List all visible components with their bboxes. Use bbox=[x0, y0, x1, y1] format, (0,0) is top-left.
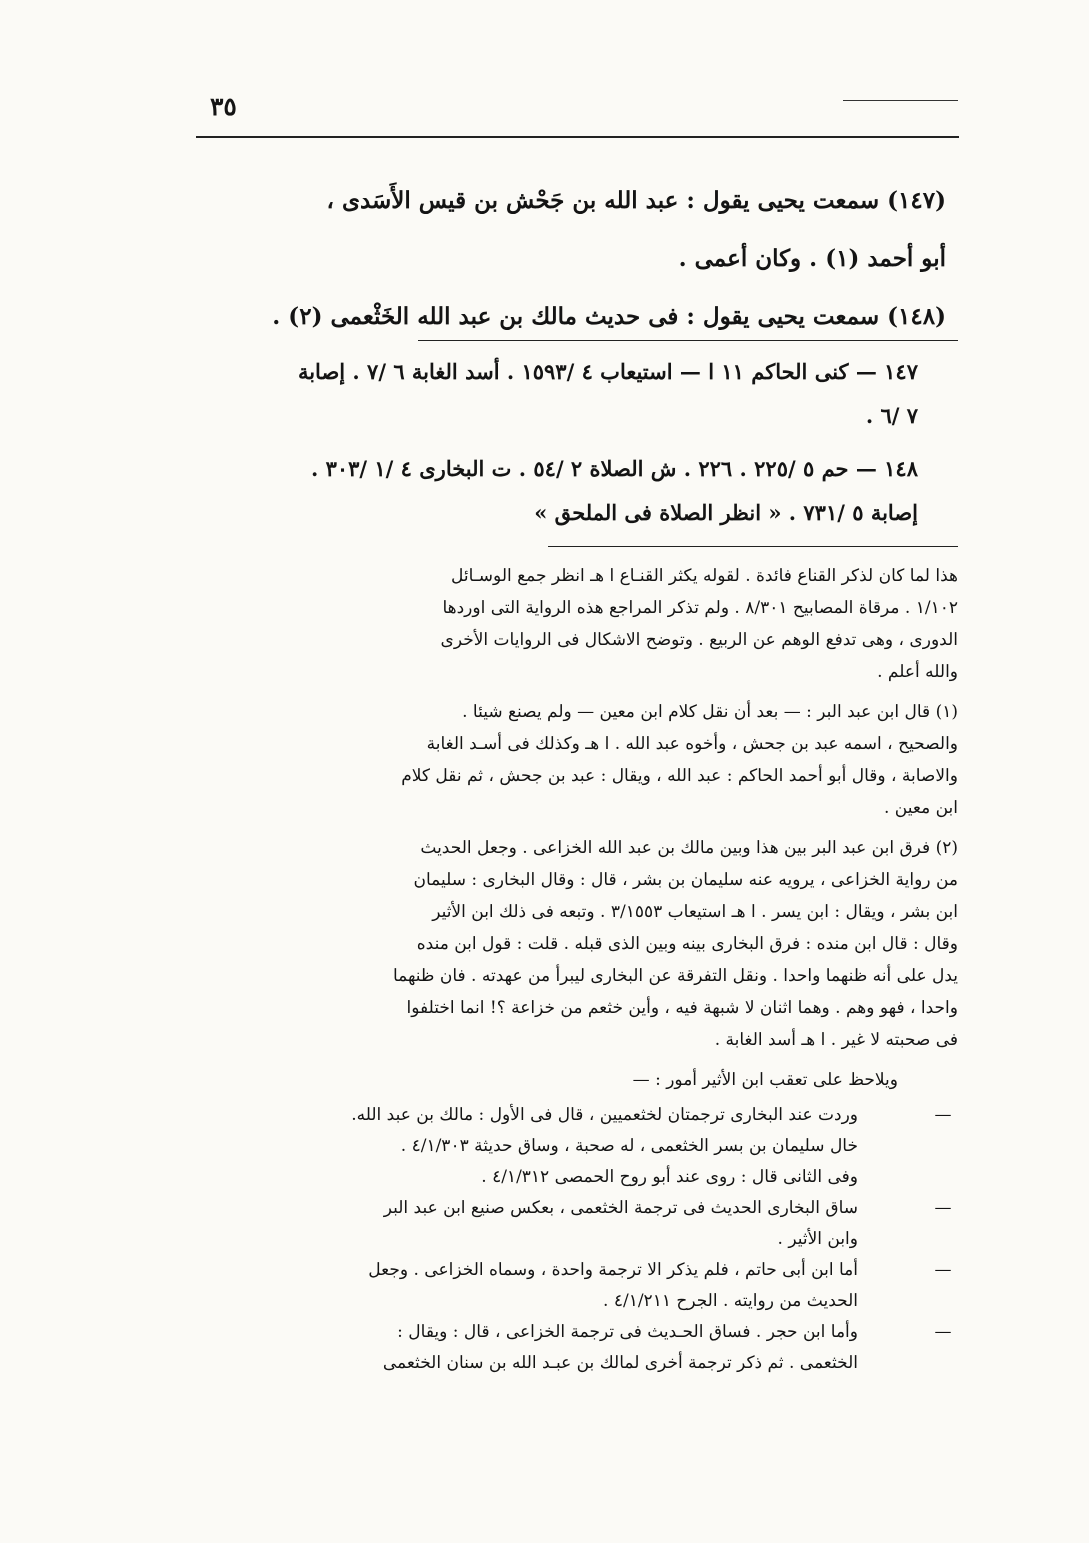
observation-line: وفى الثانى قال : روى عند أبو روح الحمصى ٤/١/٣١٢ . bbox=[481, 1167, 858, 1187]
observation-item bbox=[213, 1100, 958, 1193]
section-rule bbox=[418, 340, 958, 341]
footnote-line: (١) قال ابن عبد البر : — بعد أن نقل كلام ابن معين — ولم يصنع شيئا . bbox=[462, 702, 958, 722]
dash-bullet: — bbox=[934, 1198, 952, 1218]
reference-147 bbox=[218, 350, 918, 438]
footnote-line: وقال : قال ابن منده : فرق البخارى بينه وبين الذى قبله . قلت : قول ابن منده bbox=[416, 934, 958, 954]
reference-148-line1: ١٤٨ — حم ٥ /٢٢٥ . ٢٢٦ . ش الصلاة ٢ /٥٤ . ت البخارى ٤ /١ /٣٠٣ . bbox=[310, 456, 918, 481]
entry-147 bbox=[218, 172, 946, 288]
footnote-continuation bbox=[213, 560, 958, 688]
footnote-line: والله أعلم . bbox=[877, 662, 958, 682]
observation-item bbox=[213, 1317, 958, 1379]
observation-text bbox=[213, 1317, 858, 1379]
observation-line: أما ابن أبى حاتم ، فلم يذكر الا ترجمة واحدة ، وسماه الخزاعى . وجعل bbox=[368, 1260, 858, 1280]
footnote-line: واحدا ، فهو وهم . وهما اثنان لا شبهة فيه ، وأين خثعم من خزاعة ؟! انما اختلفوا bbox=[406, 998, 958, 1018]
footnote-line: والاصابة ، وقال أبو أحمد الحاكم : عبد الله ، ويقال : عبد بن جحش ، ثم نقل كلام bbox=[401, 766, 958, 786]
footnote-rule bbox=[548, 546, 958, 547]
references bbox=[218, 350, 918, 544]
footnote-line: ١/١٠٢ . مرقاة المصابيح ٨/٣٠١ . ولم تذكر المراجع هذه الرواية التى اوردها bbox=[442, 598, 958, 618]
footnote-1 bbox=[213, 696, 958, 824]
observation-line: الحديث من روايته . الجرح ٤/١/٢١١ . bbox=[603, 1291, 858, 1311]
observations-intro: ويلاحظ على تعقب ابن الأثير أمور : — bbox=[632, 1070, 898, 1090]
observation-line: ساق البخارى الحديث فى ترجمة الخثعمى ، بعكس صنيع ابن عبد البر bbox=[383, 1198, 858, 1218]
reference-148 bbox=[218, 447, 918, 535]
observation-line: وأما ابن حجر . فساق الحـديث فى ترجمة الخزاعى ، قال : ويقال : bbox=[397, 1322, 858, 1342]
observation-line: خال سليمان بن بسر الخثعمى ، له صحبة ، وساق حديثة ٤/١/٣٠٣ . bbox=[400, 1136, 858, 1156]
footnote-line: فى صحبته لا غير . ا هـ أسد الغابة . bbox=[714, 1030, 958, 1050]
entry-148 bbox=[218, 288, 946, 346]
reference-148-line2: إصابة ٥ /٧٣١ . « انظر الصلاة فى الملحق » bbox=[534, 500, 918, 525]
observation-line: الخثعمى . ثم ذكر ترجمة أخرى لمالك بن عبـد الله بن سنان الخثعمى bbox=[382, 1353, 858, 1373]
entry-147-line1: (١٤٧) سمعت يحيى يقول : عبد الله بن جَحْش بن قيس الأَسَدى ، bbox=[326, 187, 946, 214]
page-number: ٣٥ bbox=[210, 92, 237, 121]
footnote-line: ابن معين . bbox=[884, 798, 958, 818]
footnotes bbox=[213, 560, 958, 1379]
observation-item bbox=[213, 1193, 958, 1255]
observation-text bbox=[213, 1193, 858, 1255]
footnote-line: والصحيح ، اسمه عبد بن جحش ، وأخوه عبد الله . ا هـ وكذلك فى أسـد الغابة bbox=[426, 734, 958, 754]
footnote-line: (٢) فرق ابن عبد البر بين هذا وبين مالك بن عبد الله الخزاعى . وجعل الحديث bbox=[420, 838, 958, 858]
dash-bullet: — bbox=[934, 1322, 952, 1342]
dash-bullet: — bbox=[934, 1105, 952, 1125]
header-rule bbox=[196, 136, 959, 138]
observation-item bbox=[213, 1255, 958, 1317]
header-divider bbox=[843, 100, 958, 101]
observation-line: وابن الأثير . bbox=[777, 1229, 858, 1249]
observation-text bbox=[213, 1255, 858, 1317]
entry-148-line1: (١٤٨) سمعت يحيى يقول : فى حديث مالك بن عبد الله الخَثْعمى (٢) . bbox=[272, 303, 946, 330]
footnote-line: من رواية الخزاعى ، يرويه عنه سليمان بن بشر ، قال : وقال البخارى : سليمان bbox=[413, 870, 958, 890]
main-text bbox=[218, 172, 946, 346]
reference-147-line1: ١٤٧ — كنى الحاكم ١١ ا — استيعاب ٤ /١٥٩٣ . أسد الغابة ٦ /٧ . إصابة bbox=[297, 359, 918, 384]
footnote-line: هذا لما كان لذكر القناع فائدة . لقوله يكثر القنـاع ا هـ انظر جمع الوسـائل bbox=[451, 566, 958, 586]
reference-147-line2: ٧ /٦ . bbox=[865, 403, 918, 428]
footnote-line: الدورى ، وهى تدفع الوهم عن الربيع . وتوضح الاشكال فى الروايات الأخرى bbox=[440, 630, 958, 650]
footnote-line: يدل على أنه ظنهما واحدا . ونقل التفرقة عن البخارى ليبرأ من عهدته . فان ظنهما bbox=[392, 966, 958, 986]
dash-bullet: — bbox=[934, 1260, 952, 1280]
observation-line: وردت عند البخارى ترجمتان لخثعميين ، قال فى الأول : مالك بن عبد الله. bbox=[351, 1105, 858, 1125]
observation-text bbox=[213, 1100, 858, 1193]
footnote-2 bbox=[213, 832, 958, 1056]
footnote-line: ابن بشر ، ويقال : ابن يسر . ا هـ استيعاب ٣/١٥٥٣ . وتبعه فى ذلك ابن الأثير bbox=[432, 902, 958, 922]
entry-147-line2: أبو أحمد (١) . وكان أعمى . bbox=[678, 245, 946, 272]
